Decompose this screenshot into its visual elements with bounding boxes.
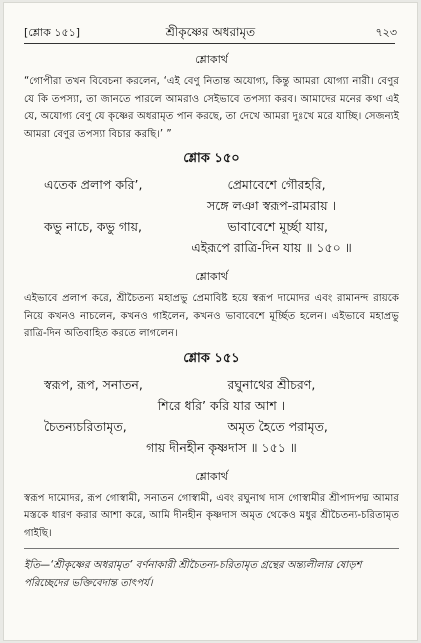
verse-line-left: চৈতন্যচরিতামৃত, [44, 418, 127, 434]
verse-line-right: প্রেমাবেশে গৌরহরি, [227, 177, 326, 192]
verse-line [24, 416, 399, 437]
page-number: ৭২৩ [375, 26, 397, 39]
verse-line-left: এতেক প্রলাপ করি’, [44, 177, 143, 192]
running-head [24, 24, 397, 42]
translation-paragraph: এইভাবে প্রলাপ করে, শ্রীচৈতন্য মহাপ্রভু প্রেমাবিষ্ট হয়ে স্বরূপ দামোদর এবং রামানন্দ রায়কে নিয়ে কখনও নাচলেন, কখনও গাইলেন, কখনও ভাবাবেশে মূর্চ্ছিত হলেন। এইভাবে মহাপ্রভু রাত্রি-দিন অতিবাহিত করতে লাগলেন। [24, 293, 399, 339]
translation-heading: শ্লোকার্থ [195, 270, 228, 283]
chapter-title: শ্রীকৃষ্ণের অধরামৃত [165, 25, 256, 39]
verse-line: এইরূপে রাত্রি-দিন যায় ॥ ১৫০ ॥ [191, 240, 352, 255]
verse-line: শিরে ধরি’ করি যার আশ । [157, 397, 286, 413]
verse-line-left: কভু নাচে, কভু গায়, [44, 219, 143, 234]
verse-line-right: ভাবাবেশে মূর্চ্ছা যায়, [227, 219, 328, 234]
verse-line: সঙ্গে লঞা স্বরূপ-রামরায় । [206, 198, 337, 213]
verse-line-right: রঘুনাথের শ্রীচরণ, [227, 376, 316, 392]
verse-line-right: অমৃত হৈতে পরামৃত, [227, 418, 328, 434]
translation-heading: শ্লোকার্থ [195, 469, 228, 483]
chapter-colophon: ইতি—‘শ্রীকৃষ্ণের অধরামৃত’ বর্ণনাকারী শ্রীচৈতন্য-চরিতামৃত গ্রন্থের অন্ত্যলীলার ষোড়শ পরিচ্ছেদের ভক্তিবেদান্ত তাৎপর্য। [24, 560, 362, 589]
book-page [4, 3, 417, 640]
verse-reference: [শ্লোক ১৫১] [24, 26, 81, 39]
verse-heading: শ্লোক ১৫১ [183, 350, 240, 366]
translation-paragraph: “গোপীরা তখন বিবেচনা করলেন, ‘এই বেণু নিতান্ত অযোগ্য, কিন্তু আমরা যোগ্যা নারী। বেণুর যে কি তপস্যা, তা জানতে পারলে আমরাও সেইভাবে তপস্যা করব। আমাদের মনের কথা এই যে, অযোগ্য বেণু যে কৃষ্ণের অধরামৃত পান করছে, তা দেখে আমরা দুঃখে মরে যাচ্ছি। সেজন্যই আমরা বেণুর তপস্যা বিচার করছি।’ ” [24, 76, 399, 140]
verse-line [24, 216, 399, 237]
verse-heading: শ্লোক ১৫০ [183, 151, 240, 166]
colophon-divider [24, 548, 399, 549]
translation-paragraph: স্বরূপ দামোদর, রূপ গোস্বামী, সনাতন গোস্বামী, এবং রঘুনাথ দাস গোস্বামীর শ্রীপাদপদ্ম আমার মস্তকে ধারণ করার আশা করে, আমি দীনহীন কৃষ্ণদাস অমৃত থেকেও মধুর শ্রীচৈতন্য-চরিতামৃত গাইছি। [24, 492, 399, 539]
verse-line [24, 374, 399, 395]
verse-line-left: স্বরূপ, রূপ, সনাতন, [44, 376, 143, 392]
translation-heading: শ্লোকার্থ [195, 53, 228, 66]
verse-line: গায় দীনহীন কৃষ্ণদাস ॥ ১৫১ ॥ [146, 439, 297, 455]
header-rule [24, 43, 395, 44]
page-content [24, 51, 399, 592]
verse-line [24, 174, 399, 195]
